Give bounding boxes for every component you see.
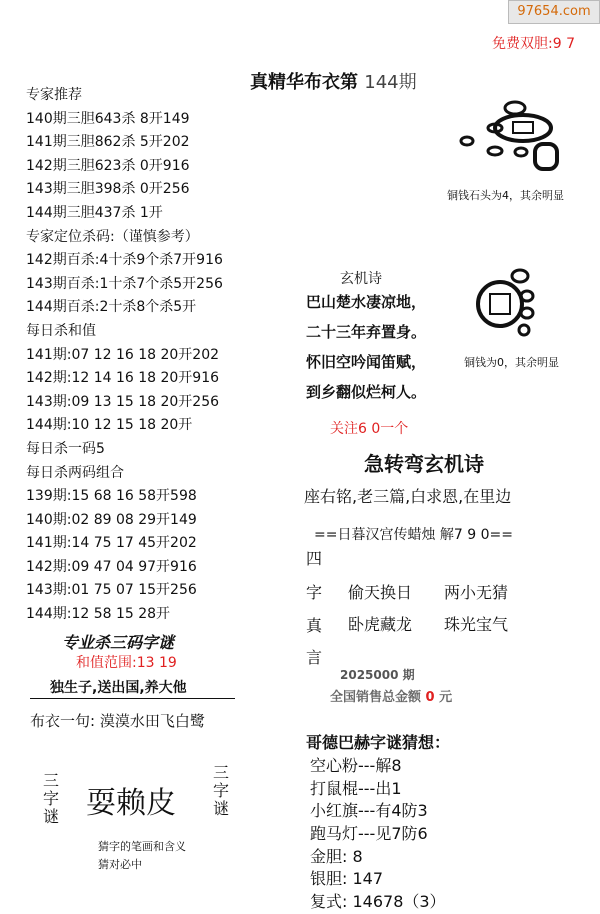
poem-line: 怀旧空吟闻笛赋， <box>306 353 427 371</box>
list-item: 141期:14 75 17 45开202 <box>26 535 197 552</box>
poem-line: 到乡翻似烂柯人。 <box>306 383 427 401</box>
list-item: 144期:10 12 15 18 20开 <box>26 417 193 434</box>
list-item: 142期:12 14 16 18 20开916 <box>26 370 220 387</box>
daily-sum-heading: 每日杀和值 <box>26 322 96 339</box>
sharp-turn-line: 座右铭,老三篇,白求恩,在里边 <box>304 487 512 506</box>
list-item: 143期三胆398杀 0开256 <box>26 181 190 198</box>
four-char-phrase: 偷天换日 <box>348 583 413 602</box>
four-char-label-2: 字 <box>306 583 323 602</box>
sales-total <box>330 686 452 705</box>
poem-label: 玄机诗 <box>340 271 382 287</box>
four-char-label-4: 言 <box>306 648 323 667</box>
page-title-text: 真精华布衣第 <box>250 72 358 93</box>
issue-number: 144期 <box>364 72 417 93</box>
list-item: 144期:12 58 15 28开 <box>26 606 171 623</box>
coin-stones-drawing <box>455 96 570 176</box>
position-kill-heading: 专家定位杀码:（谨慎参考） <box>26 228 199 245</box>
riddle-heading: 专业杀三码字谜 <box>62 633 175 652</box>
daily-two-heading: 每日杀两码组合 <box>26 464 124 481</box>
poem-line: 巴山楚水凄凉地， <box>306 293 427 311</box>
list-item: 金胆: 8 <box>310 846 363 866</box>
four-char-label-3: 真 <box>306 616 323 635</box>
list-item: 小红旗---有4防3 <box>310 801 428 821</box>
list-item: 银胆: 147 <box>310 869 384 889</box>
sharp-turn-heading: 急转弯玄机诗 <box>364 452 484 476</box>
expert-heading: 专家推荐 <box>26 87 82 103</box>
sales-amount: 0 <box>425 690 435 705</box>
poem-line: 二十三年弃置身。 <box>306 323 427 341</box>
list-item: 跑马灯---见7防6 <box>310 824 428 844</box>
list-item: 144期三胆437杀 1开 <box>26 204 163 221</box>
list-item: 142期:09 47 04 97开916 <box>26 558 197 575</box>
riddle-left-label: 三字谜 <box>42 771 59 826</box>
coin-drawing <box>470 266 545 346</box>
four-char-phrase: 卧虎藏龙 <box>348 615 413 634</box>
coin-top-caption: 铜钱石头为4，其余明显 <box>447 189 564 202</box>
list-item: 140期三胆643杀 8开149 <box>26 110 190 127</box>
riddle-hint-2: 猜对必中 <box>98 858 142 871</box>
divider <box>30 698 235 699</box>
sales-unit: 元 <box>439 690 453 705</box>
sales-text: 全国销售总金额 <box>330 690 422 705</box>
riddle-phrase: 独生子,送出国,养大他 <box>50 680 187 696</box>
list-item: 142期百杀:4十杀9个杀7开916 <box>26 252 223 269</box>
list-item: 143期:09 13 15 18 20开256 <box>26 393 220 410</box>
site-badge[interactable]: 97654.com <box>508 0 600 24</box>
list-item: 140期:02 89 08 29开149 <box>26 511 197 528</box>
sum-range: 和值范围:13 19 <box>76 655 177 671</box>
list-item: 复式: 14678（3） <box>310 892 446 912</box>
list-item: 144期百杀:2十杀8个杀5开 <box>26 299 197 316</box>
list-item: 143期百杀:1十杀7个杀5开256 <box>26 275 223 292</box>
list-item: 打鼠棍---出1 <box>310 778 402 798</box>
mystic-poem <box>306 287 426 407</box>
sharp-turn-hint: ==日暮汉宫传蜡烛 解7 9 0== <box>314 527 513 543</box>
riddle-answer: 耍赖皮 <box>86 786 176 821</box>
goethe-list <box>310 755 446 914</box>
follow-note: 关注6 0一个 <box>330 421 409 437</box>
buyi-line: 布衣一句: 漠漠水田飞白鹭 <box>30 712 205 730</box>
free-pair-label: 免费双胆:9 7 <box>492 36 575 52</box>
goethe-heading: 哥德巴赫字谜猜想： <box>306 733 451 752</box>
sales-issue: 2025000 期 <box>340 668 415 682</box>
list-item: 143期:01 75 07 15开256 <box>26 582 197 599</box>
page-title <box>250 68 417 94</box>
four-char-phrase: 两小无猜 <box>444 583 509 602</box>
coin-bottom-caption: 铜钱为0，其余明显 <box>464 356 559 369</box>
list-item: 139期:15 68 16 58开598 <box>26 488 197 505</box>
list-item: 141期:07 12 16 18 20开202 <box>26 346 220 363</box>
left-column <box>26 84 223 627</box>
list-item: 空心粉---解8 <box>310 756 402 775</box>
daily-one-kill: 每日杀一码5 <box>26 440 105 457</box>
four-char-label-1: 四 <box>306 549 323 568</box>
riddle-hint: 猜字的笔画和含义 <box>98 840 186 853</box>
riddle-right-label: 三字谜 <box>212 763 229 818</box>
list-item: 142期三胆623杀 0开916 <box>26 157 190 174</box>
four-char-phrase: 珠光宝气 <box>444 615 509 634</box>
list-item: 141期三胆862杀 5开202 <box>26 134 190 151</box>
